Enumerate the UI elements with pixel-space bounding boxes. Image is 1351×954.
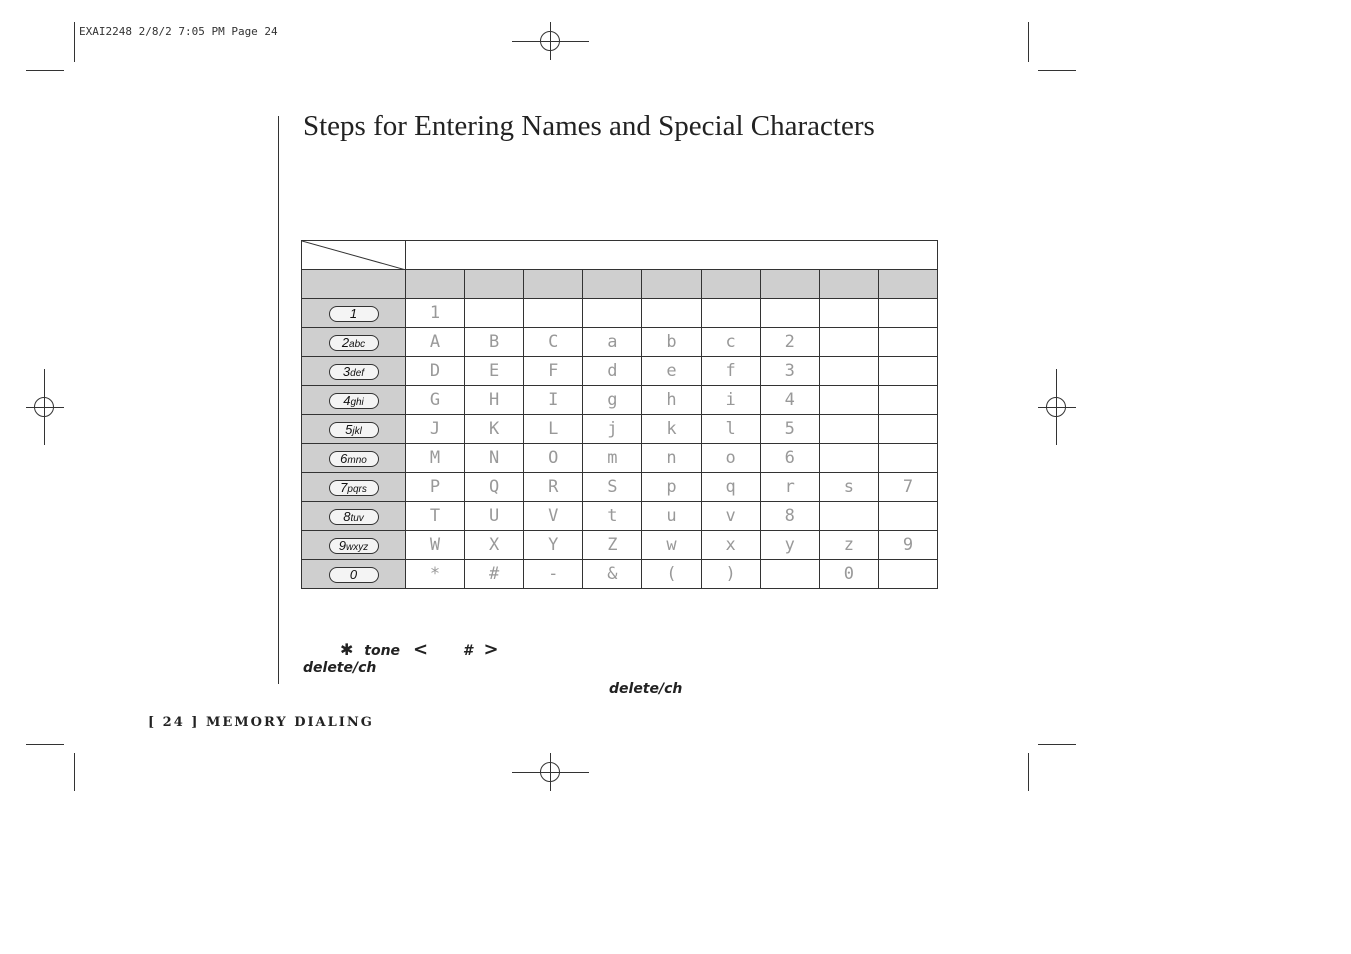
character-cell: o <box>701 444 760 473</box>
crop-mark <box>26 70 64 71</box>
character-cell: p <box>642 473 701 502</box>
keypad-key-6 <box>329 451 379 467</box>
character-cell: 6 <box>760 444 819 473</box>
character-cell: i <box>701 386 760 415</box>
table-subheader-cell <box>760 270 819 299</box>
character-rows <box>302 299 938 589</box>
character-cell <box>701 299 760 328</box>
crop-mark <box>26 744 64 745</box>
right-arrow-icon: > <box>483 639 499 660</box>
character-cell: c <box>701 328 760 357</box>
key-digit: 0 <box>349 567 358 582</box>
character-cell: H <box>465 386 524 415</box>
table-subheader-cell <box>583 270 642 299</box>
crop-mark <box>74 22 75 62</box>
table-row <box>302 560 938 589</box>
character-cell: 3 <box>760 357 819 386</box>
character-cell <box>819 328 878 357</box>
table-subheader-cell <box>406 270 465 299</box>
keypad-key-7 <box>329 480 379 496</box>
character-cell: n <box>642 444 701 473</box>
character-cell: d <box>583 357 642 386</box>
character-cell: & <box>583 560 642 589</box>
left-arrow-icon: < <box>412 639 429 660</box>
key-letters: tuv <box>350 513 364 524</box>
table-header-cell <box>406 241 938 270</box>
character-cell: h <box>642 386 701 415</box>
key-digit: 3 <box>342 364 351 379</box>
character-cell: B <box>465 328 524 357</box>
key-cell <box>302 560 406 589</box>
crop-mark <box>1038 70 1076 71</box>
key-digit: 1 <box>349 306 358 321</box>
keypad-key-4 <box>329 393 379 409</box>
tone-label: tone <box>364 643 401 659</box>
character-cell: E <box>465 357 524 386</box>
key-cell <box>302 415 406 444</box>
table-subheader-cell <box>302 270 406 299</box>
character-cell <box>819 386 878 415</box>
table-subheader-cell <box>878 270 937 299</box>
table-row <box>302 386 938 415</box>
character-cell <box>878 444 937 473</box>
key-cell <box>302 328 406 357</box>
delete-ch-label-1: delete/ch <box>303 660 377 676</box>
character-table <box>301 240 938 589</box>
character-cell: 4 <box>760 386 819 415</box>
character-cell <box>819 444 878 473</box>
character-cell <box>642 299 701 328</box>
key-digit: 6 <box>340 451 348 466</box>
character-cell: P <box>406 473 465 502</box>
character-cell: * <box>406 560 465 589</box>
delete-ch-label-2: delete/ch <box>609 681 683 697</box>
character-cell: Q <box>465 473 524 502</box>
key-digit: 8 <box>343 509 351 524</box>
character-cell: I <box>524 386 583 415</box>
character-cell <box>583 299 642 328</box>
table-row <box>302 328 938 357</box>
character-cell: F <box>524 357 583 386</box>
table-subheader-cell <box>524 270 583 299</box>
character-cell <box>878 560 937 589</box>
character-cell <box>878 502 937 531</box>
character-cell: t <box>583 502 642 531</box>
character-cell: 5 <box>760 415 819 444</box>
table-row <box>302 444 938 473</box>
character-cell: W <box>406 531 465 560</box>
character-cell: x <box>701 531 760 560</box>
keypad-key-9 <box>329 538 379 554</box>
key-cell <box>302 444 406 473</box>
character-cell <box>819 357 878 386</box>
character-cell <box>524 299 583 328</box>
character-cell: ) <box>701 560 760 589</box>
character-cell: D <box>406 357 465 386</box>
table-subheader-cell <box>465 270 524 299</box>
character-cell: r <box>760 473 819 502</box>
key-letters: pqrs <box>347 484 367 495</box>
character-cell <box>878 386 937 415</box>
key-cell <box>302 386 406 415</box>
character-cell: 8 <box>760 502 819 531</box>
character-cell: j <box>583 415 642 444</box>
crop-mark <box>1038 744 1076 745</box>
character-cell: q <box>701 473 760 502</box>
table-subheader-row <box>302 270 938 299</box>
character-cell: a <box>583 328 642 357</box>
keypad-key-8 <box>329 509 379 525</box>
character-cell: G <box>406 386 465 415</box>
character-cell: m <box>583 444 642 473</box>
diagonal-divider <box>302 241 406 270</box>
page-title: Steps for Entering Names and Special Characters <box>303 110 875 142</box>
key-cell <box>302 502 406 531</box>
character-cell: ( <box>642 560 701 589</box>
table-subheader-cell <box>701 270 760 299</box>
character-cell: l <box>701 415 760 444</box>
character-cell: u <box>642 502 701 531</box>
table-row <box>302 357 938 386</box>
character-cell <box>819 415 878 444</box>
character-cell <box>878 357 937 386</box>
character-cell <box>819 299 878 328</box>
key-digit: 2 <box>341 335 350 350</box>
character-cell: z <box>819 531 878 560</box>
character-cell: 2 <box>760 328 819 357</box>
character-cell: Z <box>583 531 642 560</box>
key-cell <box>302 299 406 328</box>
character-cell <box>465 299 524 328</box>
character-cell: 0 <box>819 560 878 589</box>
key-letters: jkl <box>352 426 362 437</box>
key-letters: wxyz <box>346 542 369 553</box>
table-row <box>302 299 938 328</box>
character-cell: 1 <box>406 299 465 328</box>
key-letters: ghi <box>350 397 364 408</box>
character-cell: b <box>642 328 701 357</box>
character-cell: S <box>583 473 642 502</box>
character-cell: 9 <box>878 531 937 560</box>
character-cell: M <box>406 444 465 473</box>
character-cell: f <box>701 357 760 386</box>
character-cell: s <box>819 473 878 502</box>
key-digit: 7 <box>340 480 348 495</box>
character-cell <box>878 299 937 328</box>
crop-mark <box>1028 753 1029 791</box>
character-cell: V <box>524 502 583 531</box>
star-key-icon: ✱ <box>340 640 354 659</box>
character-cell: 7 <box>878 473 937 502</box>
hash-key-icon: # <box>462 643 473 659</box>
character-cell: K <box>465 415 524 444</box>
print-slug: EXAI2248 2/8/2 7:05 PM Page 24 <box>79 25 278 38</box>
key-digit: 4 <box>343 393 351 408</box>
character-cell <box>878 415 937 444</box>
key-letters: def <box>350 368 365 379</box>
character-cell: T <box>406 502 465 531</box>
character-cell <box>819 502 878 531</box>
margin-rule <box>278 116 279 684</box>
character-cell: C <box>524 328 583 357</box>
table-subheader-cell <box>819 270 878 299</box>
character-cell: k <box>642 415 701 444</box>
character-cell: y <box>760 531 819 560</box>
page-footer: [ 24 ] MEMORY DIALING <box>148 715 374 730</box>
character-cell: - <box>524 560 583 589</box>
character-cell: g <box>583 386 642 415</box>
keypad-key-0 <box>329 567 379 583</box>
key-digit: 9 <box>338 538 346 553</box>
character-cell: J <box>406 415 465 444</box>
key-cell <box>302 531 406 560</box>
table-row <box>302 531 938 560</box>
keypad-key-2 <box>329 335 379 351</box>
character-cell: # <box>465 560 524 589</box>
character-cell: O <box>524 444 583 473</box>
character-cell: e <box>642 357 701 386</box>
key-cell <box>302 473 406 502</box>
character-cell <box>760 299 819 328</box>
instruction-line-1 <box>340 639 499 660</box>
character-cell: N <box>465 444 524 473</box>
character-cell: A <box>406 328 465 357</box>
character-cell: w <box>642 531 701 560</box>
character-cell: Y <box>524 531 583 560</box>
character-cell <box>760 560 819 589</box>
character-cell: X <box>465 531 524 560</box>
keypad-key-1 <box>329 306 379 322</box>
character-cell: v <box>701 502 760 531</box>
crop-mark <box>1028 22 1029 62</box>
table-row <box>302 502 938 531</box>
table-row <box>302 415 938 444</box>
keypad-key-5 <box>329 422 379 438</box>
character-cell: L <box>524 415 583 444</box>
key-cell <box>302 357 406 386</box>
table-row <box>302 473 938 502</box>
keypad-key-3 <box>329 364 379 380</box>
character-cell <box>878 328 937 357</box>
character-cell: U <box>465 502 524 531</box>
key-digit: 5 <box>345 422 353 437</box>
table-subheader-cell <box>642 270 701 299</box>
table-corner-cell <box>302 241 406 270</box>
key-letters: abc <box>349 339 366 350</box>
crop-mark <box>74 753 75 791</box>
key-letters: mno <box>347 455 367 466</box>
table-header-row <box>302 241 938 270</box>
character-cell: R <box>524 473 583 502</box>
